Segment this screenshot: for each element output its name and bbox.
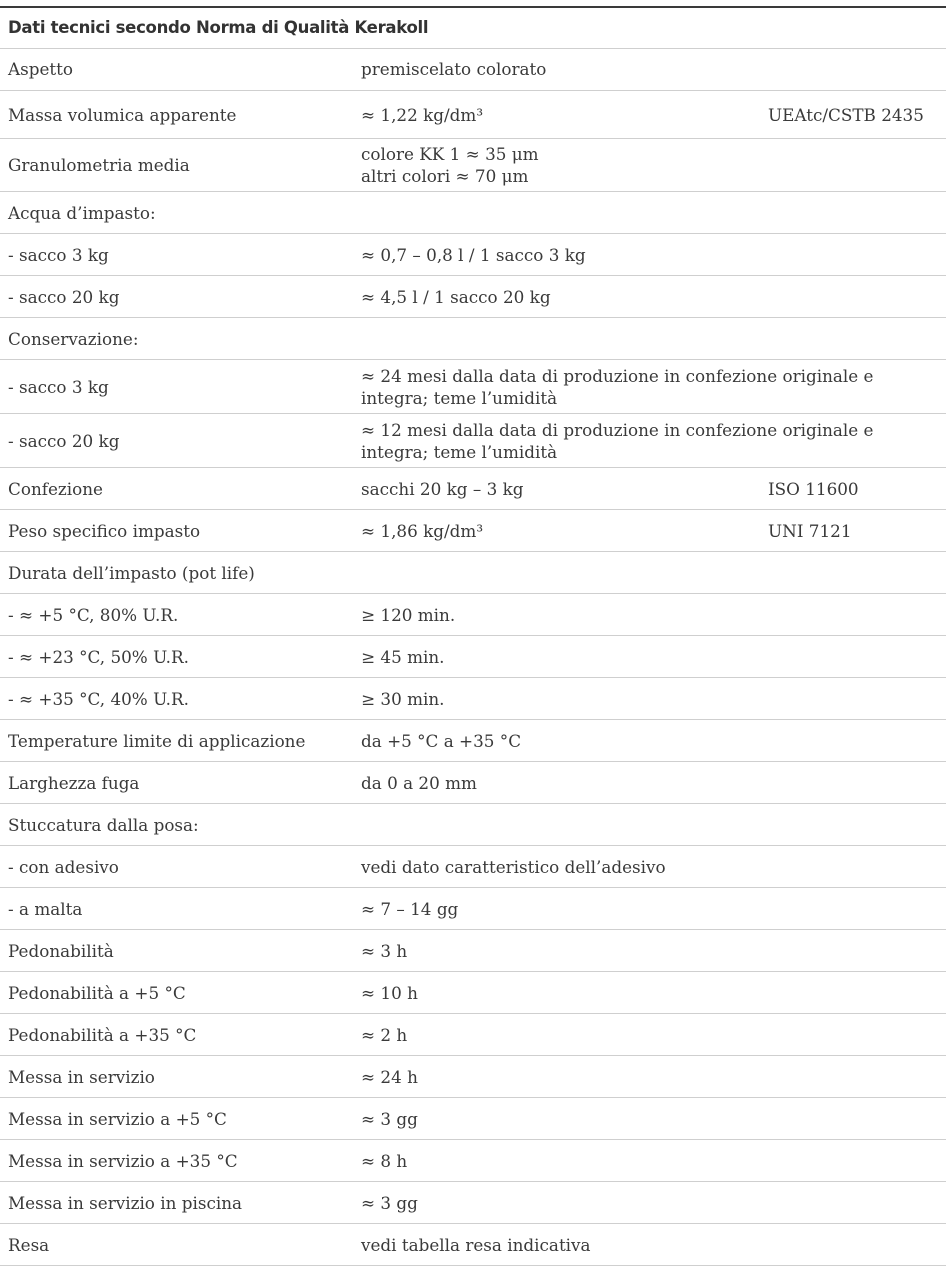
table-row — [0, 468, 946, 510]
row-label: Messa in servizio in piscina — [8, 1192, 243, 1213]
row-value-line: ≈ 24 h — [361, 1066, 418, 1087]
row-label: Peso specifico impasto — [8, 520, 201, 541]
row-value-line: ≈ 3 h — [361, 940, 408, 961]
row-value — [361, 730, 921, 752]
table-row — [0, 360, 946, 414]
row-value — [361, 244, 921, 266]
row-label: - ≈ +35 °C, 40% U.R. — [8, 688, 189, 709]
row-value — [361, 688, 921, 710]
row-label: - sacco 3 kg — [8, 244, 109, 265]
row-value-line: ≈ 8 h — [361, 1150, 408, 1171]
table-row — [0, 234, 946, 276]
table-row — [0, 510, 946, 552]
technical-data-table — [0, 48, 946, 1266]
row-value — [361, 1108, 921, 1130]
table-row — [0, 1182, 946, 1224]
table-row — [0, 930, 946, 972]
row-label: - sacco 20 kg — [8, 286, 120, 307]
row-label: Stuccatura dalla posa: — [8, 814, 199, 835]
table-row — [0, 804, 946, 846]
table-row — [0, 1224, 946, 1266]
row-value-line: ≈ 12 mesi dalla data di produzione in confezione originale e — [361, 419, 874, 440]
table-header — [0, 8, 946, 49]
row-value-line: ≥ 30 min. — [361, 688, 445, 709]
table-row — [0, 762, 946, 804]
table-row — [0, 139, 946, 192]
row-value — [361, 940, 921, 962]
table-row — [0, 846, 946, 888]
table-row — [0, 636, 946, 678]
row-label: Conservazione: — [8, 328, 139, 349]
row-value-line: vedi dato caratteristico dell’adesivo — [361, 856, 666, 877]
row-value-line: colore KK 1 ≈ 35 μm — [361, 144, 539, 164]
row-value — [361, 856, 921, 878]
row-value — [361, 1234, 921, 1256]
row-label: Temperature limite di applicazione — [8, 730, 306, 751]
row-label: - a malta — [8, 898, 83, 919]
row-label: Larghezza fuga — [8, 772, 140, 793]
table-row — [0, 1014, 946, 1056]
row-value — [361, 1024, 921, 1046]
table-row — [0, 552, 946, 594]
row-value-line: integra; teme l’umidità — [361, 441, 558, 462]
table-row — [0, 972, 946, 1014]
row-value-line: vedi tabella resa indicativa — [361, 1234, 591, 1255]
row-value-line: ≈ 2 h — [361, 1024, 408, 1045]
row-label: - ≈ +23 °C, 50% U.R. — [8, 646, 189, 667]
row-value — [361, 898, 921, 920]
row-value — [361, 419, 921, 463]
row-value-line: ≈ 7 – 14 gg — [361, 898, 459, 919]
table-row — [0, 318, 946, 360]
row-value-line: ≈ 3 gg — [361, 1108, 418, 1129]
row-norm: ISO 11600 — [768, 478, 859, 499]
row-value — [361, 1150, 921, 1172]
row-value — [361, 143, 921, 187]
row-value — [361, 58, 921, 80]
row-label: Aspetto — [8, 59, 73, 79]
row-value-line: da 0 a 20 mm — [361, 772, 477, 793]
row-label: Durata dell’impasto (pot life) — [8, 562, 255, 583]
table-row — [0, 1140, 946, 1182]
table-row — [0, 1098, 946, 1140]
row-value-line: altri colori ≈ 70 μm — [361, 166, 529, 186]
row-value-line: ≈ 24 mesi dalla data di produzione in confezione originale e — [361, 365, 874, 386]
row-value — [361, 982, 921, 1004]
table-row — [0, 192, 946, 234]
row-value-line: ≈ 3 gg — [361, 1192, 418, 1213]
row-value-line: sacchi 20 kg – 3 kg — [361, 478, 524, 499]
table-row — [0, 91, 946, 139]
table-row — [0, 720, 946, 762]
table-row — [0, 276, 946, 318]
table-row — [0, 678, 946, 720]
row-label: Pedonabilità a +5 °C — [8, 982, 186, 1003]
row-value — [361, 1192, 921, 1214]
row-value-line: ≥ 45 min. — [361, 646, 445, 667]
row-label: - sacco 3 kg — [8, 376, 109, 397]
row-label: - ≈ +5 °C, 80% U.R. — [8, 604, 179, 625]
row-value-line: integra; teme l’umidità — [361, 387, 558, 408]
row-value-line: premiscelato colorato — [361, 59, 547, 79]
row-label: Massa volumica apparente — [8, 104, 237, 125]
row-norm: UEAtc/CSTB 2435 — [768, 104, 924, 125]
row-label: Messa in servizio a +35 °C — [8, 1150, 238, 1171]
row-label: Pedonabilità — [8, 940, 114, 961]
row-value — [361, 646, 921, 668]
row-value-line: ≥ 120 min. — [361, 604, 456, 625]
row-value-line: da +5 °C a +35 °C — [361, 730, 522, 751]
row-label: Resa — [8, 1234, 50, 1255]
table-row — [0, 888, 946, 930]
row-value-line: ≈ 1,86 kg/dm³ — [361, 520, 484, 541]
table-row — [0, 48, 946, 91]
row-label: Granulometria media — [8, 155, 190, 175]
row-label: - con adesivo — [8, 856, 119, 877]
row-value-line: ≈ 4,5 l / 1 sacco 20 kg — [361, 286, 551, 307]
row-value — [361, 1066, 921, 1088]
row-label: Messa in servizio — [8, 1066, 155, 1087]
row-label: - sacco 20 kg — [8, 430, 120, 451]
row-value-line: ≈ 1,22 kg/dm³ — [361, 104, 484, 125]
row-value-line: ≈ 0,7 – 0,8 l / 1 sacco 3 kg — [361, 244, 586, 265]
row-value-line: ≈ 10 h — [361, 982, 418, 1003]
row-label: Messa in servizio a +5 °C — [8, 1108, 227, 1129]
row-label: Confezione — [8, 478, 103, 499]
row-value — [361, 365, 921, 409]
table-row — [0, 1056, 946, 1098]
row-label: Acqua d’impasto: — [8, 202, 156, 223]
row-value — [361, 286, 921, 308]
row-norm: UNI 7121 — [768, 520, 852, 541]
row-value — [361, 604, 921, 626]
table-row — [0, 594, 946, 636]
row-label: Pedonabilità a +35 °C — [8, 1024, 197, 1045]
table-title: Dati tecnici secondo Norma di Qualità Kerakoll — [8, 18, 429, 37]
row-value — [361, 772, 921, 794]
table-row — [0, 414, 946, 468]
